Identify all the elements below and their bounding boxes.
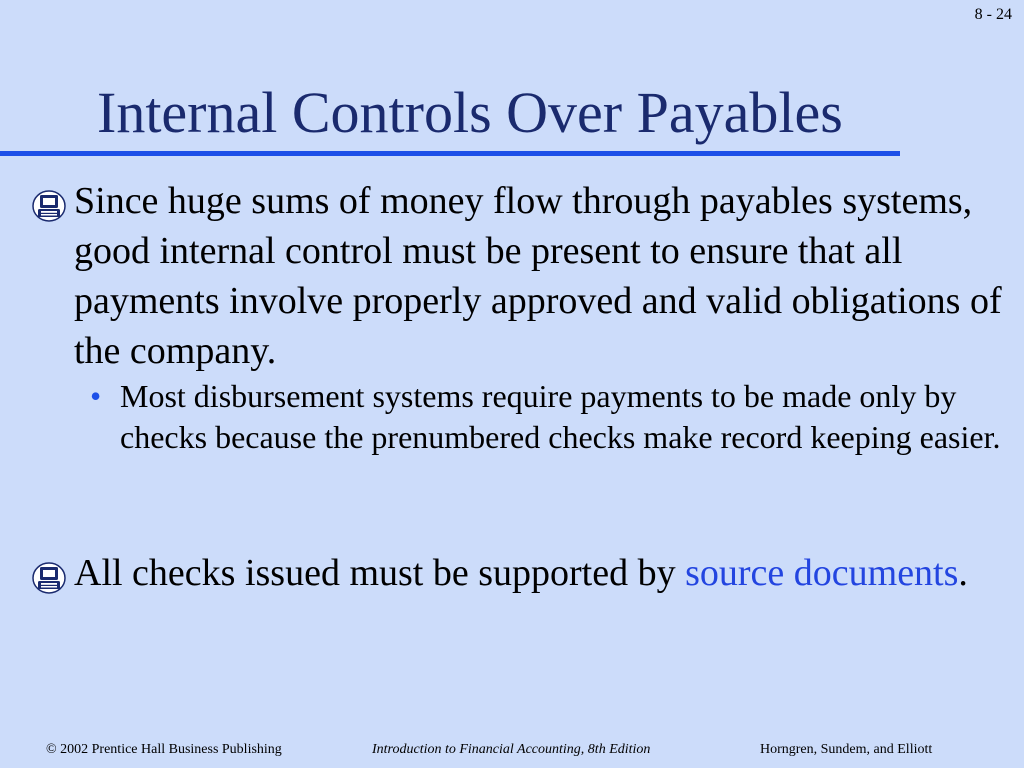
footer-copyright: © 2002 Prentice Hall Business Publishing [46,742,282,757]
footer [0,742,1024,768]
bullet-1 [30,176,1010,458]
slide-title: Internal Controls Over Payables [97,80,843,145]
bullet-2-text-end: . [958,552,968,594]
bullet-1-text: Since huge sums of money flow through payables systems, good internal control must be present to ensure that all payments involve properly approved and valid obligations of the company. [74,180,1002,372]
sub-bullet [90,376,1010,458]
computer-icon [30,558,68,596]
computer-icon [30,186,68,224]
title-underline [0,151,900,156]
footer-book-title: Introduction to Financial Accounting, 8th Edition [372,742,651,757]
slide-number: 8 - 24 [974,6,1012,23]
sub-bullet-text: Most disbursement systems require payments to be made only by checks because the prenumbered checks make record keeping easier. [120,378,1001,455]
bullet-2-text-start: All checks issued must be supported by [74,552,686,594]
footer-authors: Horngren, Sundem, and Elliott [760,742,933,757]
source-documents-link[interactable]: source documents [685,552,959,594]
bullet-2-text [74,548,1010,598]
bullet-2 [30,548,1010,598]
bullet-dot: • [90,378,102,414]
